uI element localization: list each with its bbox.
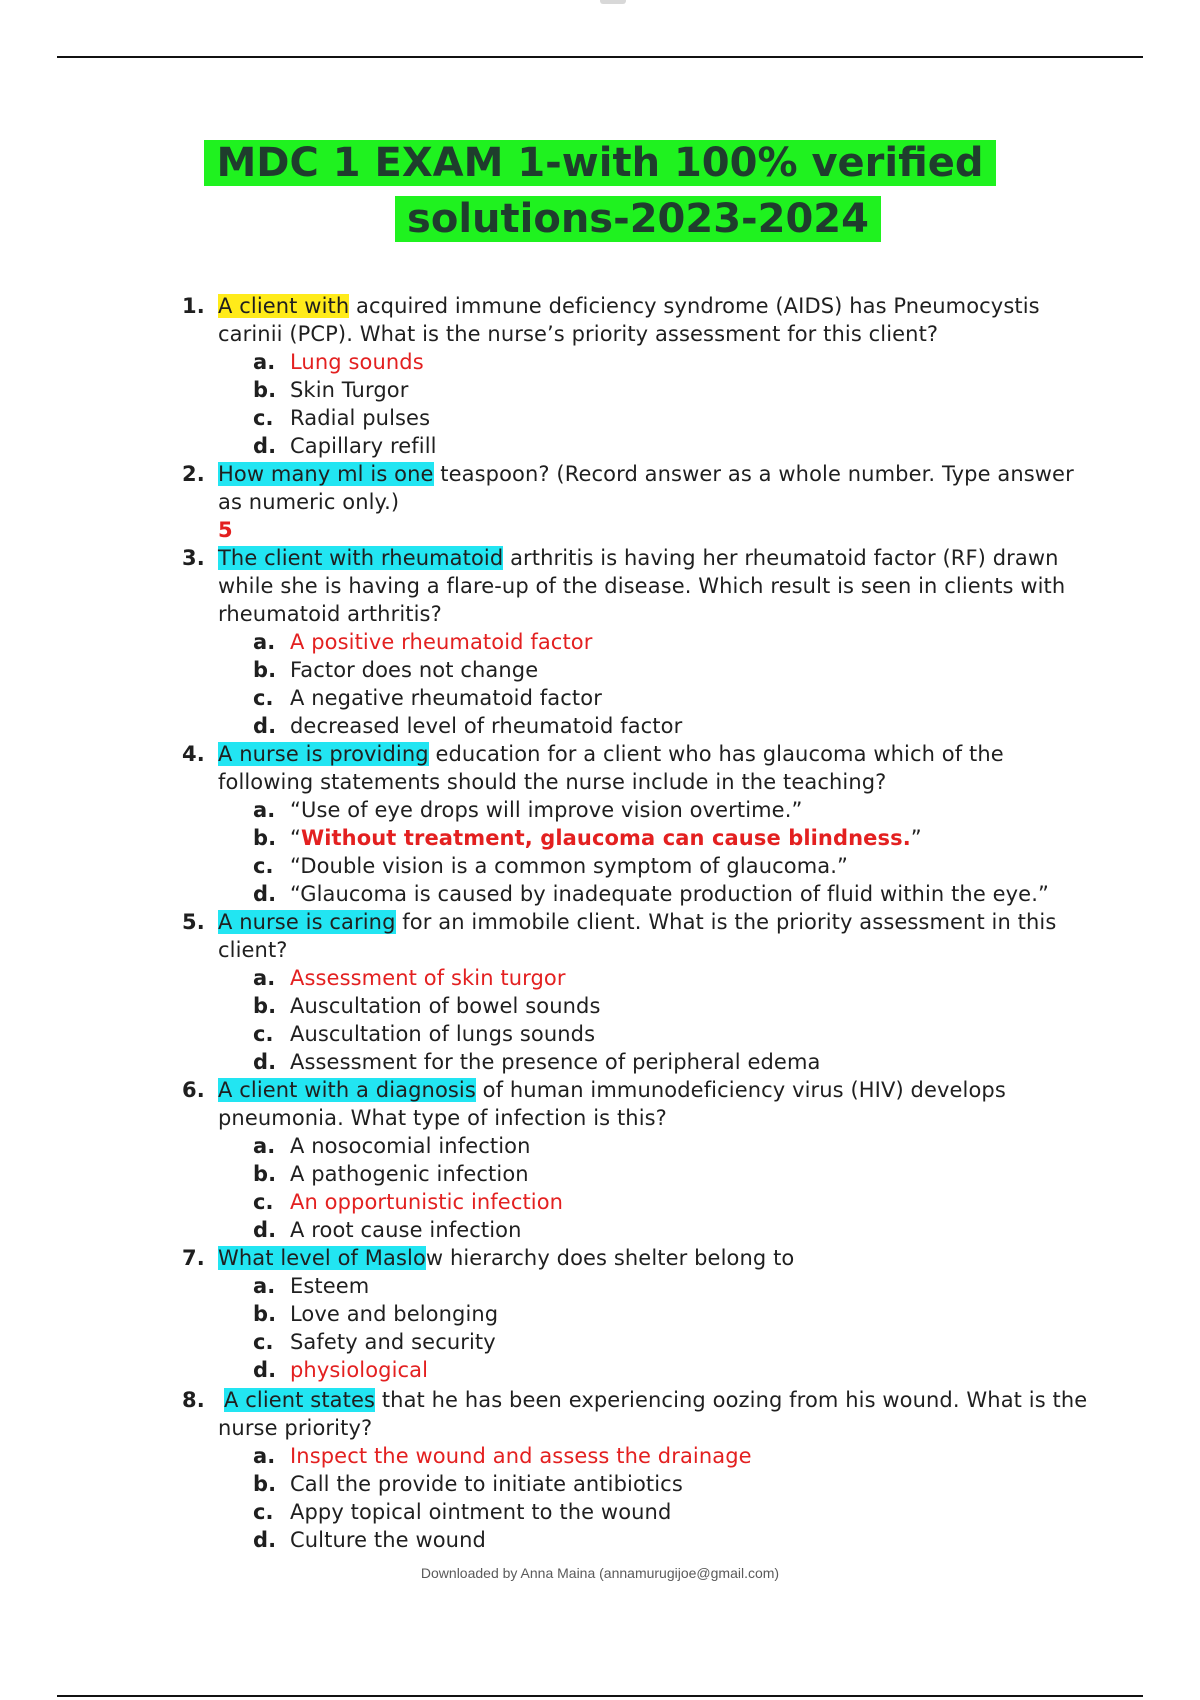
- question-7: [0, 1244, 1200, 1272]
- correct-answer: Inspect the wound and assess the drainage: [290, 1444, 752, 1468]
- question-number: 8.: [182, 1388, 205, 1412]
- option-letter: c.: [253, 406, 274, 430]
- question-text: education for a client who has glaucoma which of the following statements should the nurse include in the teaching?: [218, 742, 1004, 794]
- open-quote: “: [290, 826, 301, 850]
- close-quote: ”: [910, 826, 922, 850]
- option-text: “Glaucoma is caused by inadequate production of fluid within the eye.”: [290, 882, 1049, 906]
- option-letter: d.: [253, 882, 277, 906]
- option-letter: a.: [253, 1444, 276, 1468]
- option-letter: b.: [253, 1302, 277, 1326]
- question-number: 1.: [182, 294, 205, 318]
- question-text: for an immobile client. What is the priority assessment in this client?: [218, 910, 1057, 962]
- option-letter: a.: [253, 798, 276, 822]
- question-highlight: A nurse is providing: [218, 742, 429, 766]
- question-highlight: How many ml is one: [218, 462, 434, 486]
- question-highlight: The client with rheumatoid: [218, 546, 504, 570]
- option-letter: c.: [253, 686, 274, 710]
- option-3a: [0, 628, 1200, 656]
- option-3c: [0, 684, 1200, 712]
- option-letter: b.: [253, 826, 277, 850]
- option-text: Auscultation of bowel sounds: [290, 994, 601, 1018]
- option-letter: c.: [253, 854, 274, 878]
- option-letter: b.: [253, 994, 277, 1018]
- option-text: Factor does not change: [290, 658, 539, 682]
- option-letter: c.: [253, 1500, 274, 1524]
- option-text: Call the provide to initiate antibiotics: [290, 1472, 683, 1496]
- option-7d: [0, 1356, 1200, 1384]
- option-7b: [0, 1300, 1200, 1328]
- footer-rule: [57, 1695, 1143, 1697]
- option-letter: d.: [253, 1358, 277, 1382]
- question-highlight: A client with: [218, 294, 350, 318]
- option-6a: [0, 1132, 1200, 1160]
- option-1b: [0, 376, 1200, 404]
- option-letter: d.: [253, 1528, 277, 1552]
- option-text: Radial pulses: [290, 406, 431, 430]
- option-letter: c.: [253, 1022, 274, 1046]
- question-text: that he has been experiencing oozing from his wound. What is the nurse priority?: [218, 1388, 1088, 1440]
- question-number: 3.: [182, 546, 205, 570]
- option-text: Esteem: [290, 1274, 370, 1298]
- option-8d: [0, 1526, 1200, 1554]
- page-tab-indicator: [600, 0, 626, 4]
- question-highlight: What level of Maslo: [218, 1246, 426, 1270]
- download-footer: Downloaded by Anna Maina (annamurugijoe@gmail.com): [420, 1565, 780, 1581]
- option-4b: [0, 824, 1200, 852]
- option-letter: a.: [253, 966, 276, 990]
- option-text: Culture the wound: [290, 1528, 486, 1552]
- option-text: A pathogenic infection: [290, 1162, 529, 1186]
- option-text: Auscultation of lungs sounds: [290, 1022, 596, 1046]
- option-3d: [0, 712, 1200, 740]
- correct-answer: 5: [218, 518, 233, 542]
- option-7a: [0, 1272, 1200, 1300]
- option-letter: c.: [253, 1330, 274, 1354]
- question-6: [0, 1076, 1200, 1132]
- option-1a: [0, 348, 1200, 376]
- option-letter: b.: [253, 1162, 277, 1186]
- option-6d: [0, 1216, 1200, 1244]
- option-letter: d.: [253, 1050, 277, 1074]
- question-text: w hierarchy does shelter belong to: [425, 1246, 795, 1270]
- option-5d: [0, 1048, 1200, 1076]
- option-1c: [0, 404, 1200, 432]
- question-3: [0, 544, 1200, 628]
- question-highlight: A nurse is caring: [218, 910, 396, 934]
- option-letter: a.: [253, 1134, 276, 1158]
- title-line-1: MDC 1 EXAM 1-with 100% verified: [204, 140, 995, 186]
- option-6c: [0, 1188, 1200, 1216]
- option-8a: [0, 1442, 1200, 1470]
- option-text: Capillary refill: [290, 434, 437, 458]
- option-letter: a.: [253, 630, 276, 654]
- option-text: A negative rheumatoid factor: [290, 686, 602, 710]
- question-text: of human immunodeficiency virus (HIV) develops pneumonia. What type of infection is this?: [218, 1078, 1006, 1130]
- option-1d: [0, 432, 1200, 460]
- question-8: [0, 1386, 1200, 1442]
- option-text: Safety and security: [290, 1330, 496, 1354]
- correct-answer: physiological: [290, 1358, 429, 1382]
- title-line-2: solutions-2023-2024: [395, 196, 881, 242]
- option-letter: b.: [253, 378, 277, 402]
- option-4a: [0, 796, 1200, 824]
- option-letter: b.: [253, 658, 277, 682]
- option-text: Assessment for the presence of peripheral edema: [290, 1050, 821, 1074]
- correct-answer: Without treatment, glaucoma can cause blindness.: [300, 826, 911, 850]
- option-8c: [0, 1498, 1200, 1526]
- option-5c: [0, 1020, 1200, 1048]
- question-1: [0, 292, 1200, 348]
- correct-answer: A positive rheumatoid factor: [290, 630, 593, 654]
- option-text: Love and belonging: [290, 1302, 499, 1326]
- option-letter: b.: [253, 1472, 277, 1496]
- question-number: 6.: [182, 1078, 205, 1102]
- option-text: decreased level of rheumatoid factor: [290, 714, 683, 738]
- option-3b: [0, 656, 1200, 684]
- question-2: [0, 460, 1200, 516]
- question-list: [0, 292, 1200, 1554]
- question-highlight: A client with a diagnosis: [218, 1078, 476, 1102]
- option-5a: [0, 964, 1200, 992]
- header-rule: [57, 56, 1143, 58]
- correct-answer: Lung sounds: [290, 350, 424, 374]
- option-5b: [0, 992, 1200, 1020]
- question-number: 5.: [182, 910, 205, 934]
- option-text: Skin Turgor: [290, 378, 409, 402]
- option-text: A root cause infection: [290, 1218, 522, 1242]
- question-5: [0, 908, 1200, 964]
- question-text: arthritis is having her rheumatoid factor (RF) drawn while she is having a flare-up of the disease. Which result is seen in clients with rheumatoid arthritis?: [218, 546, 1066, 626]
- question-number: 7.: [182, 1246, 205, 1270]
- option-letter: d.: [253, 1218, 277, 1242]
- option-4c: [0, 852, 1200, 880]
- option-text: “Double vision is a common symptom of glaucoma.”: [290, 854, 849, 878]
- option-8b: [0, 1470, 1200, 1498]
- question-number: 2.: [182, 462, 205, 486]
- question-number: 4.: [182, 742, 205, 766]
- option-letter: a.: [253, 1274, 276, 1298]
- correct-answer: Assessment of skin turgor: [290, 966, 566, 990]
- question-text: teaspoon? (Record answer as a whole number. Type answer as numeric only.): [218, 462, 1074, 514]
- question-4: [0, 740, 1200, 796]
- option-letter: a.: [253, 350, 276, 374]
- option-4d: [0, 880, 1200, 908]
- question-highlight: A client states: [224, 1388, 376, 1412]
- option-text: A nosocomial infection: [290, 1134, 531, 1158]
- question-text: acquired immune deficiency syndrome (AIDS) has Pneumocystis carinii (PCP). What is the nurse’s priority assessment for this client?: [218, 294, 1040, 346]
- option-6b: [0, 1160, 1200, 1188]
- option-text: Appy topical ointment to the wound: [290, 1500, 672, 1524]
- option-7c: [0, 1328, 1200, 1356]
- option-text: “Use of eye drops will improve vision overtime.”: [290, 798, 803, 822]
- option-letter: d.: [253, 434, 277, 458]
- option-letter: d.: [253, 714, 277, 738]
- document-title: [0, 135, 1200, 247]
- correct-answer: An opportunistic infection: [290, 1190, 564, 1214]
- option-letter: c.: [253, 1190, 274, 1214]
